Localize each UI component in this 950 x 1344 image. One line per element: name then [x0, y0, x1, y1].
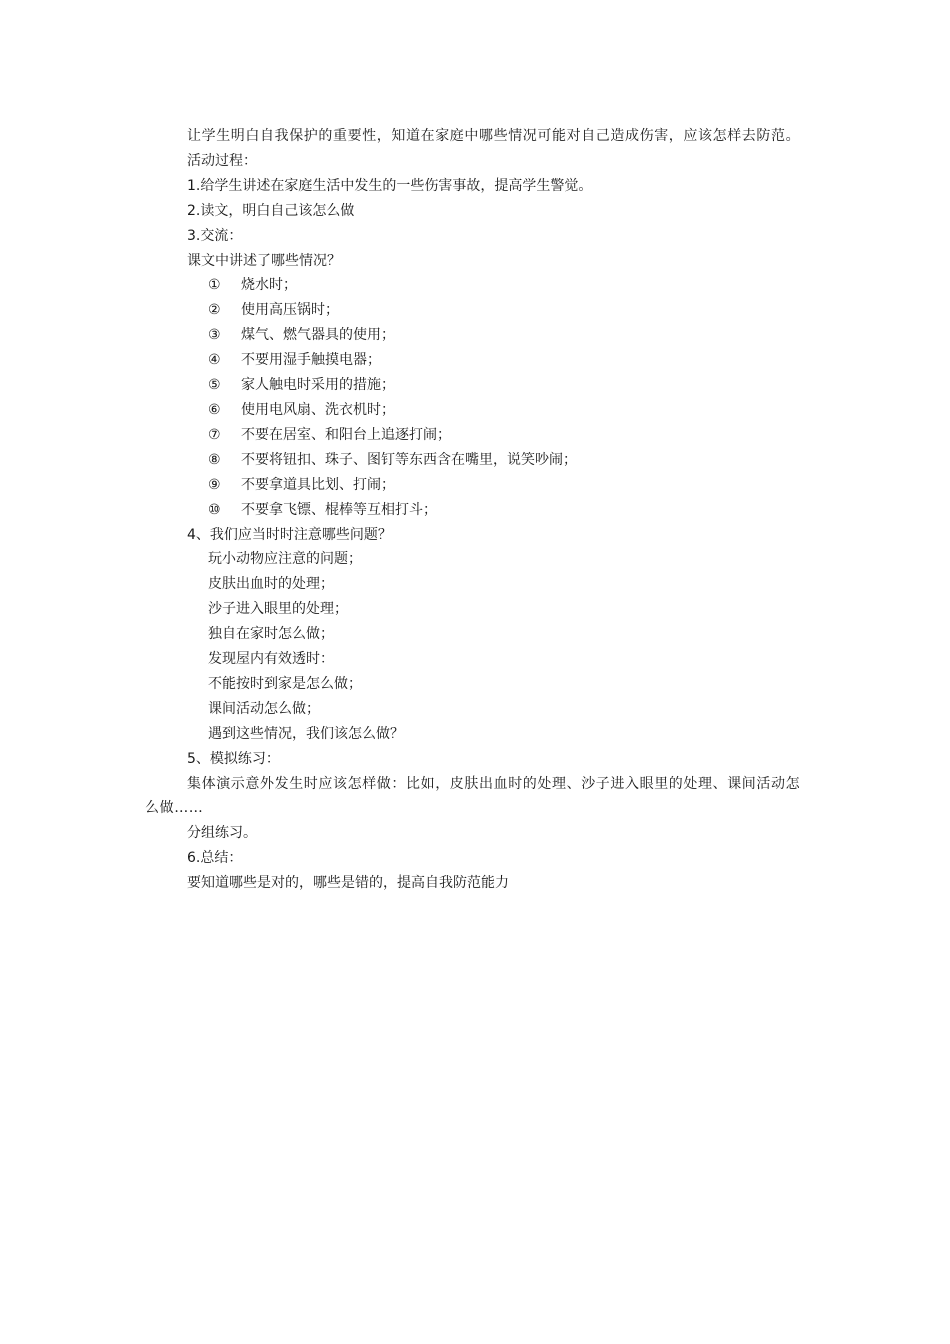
process-heading: 活动过程：	[187, 152, 257, 169]
step-5-number: 5	[187, 750, 196, 767]
list-item-text: 煤气、燃气器具的使用；	[241, 327, 395, 344]
list-item	[145, 298, 813, 323]
step-2-text: 读文，明白自己该怎么做	[200, 202, 355, 219]
list-item	[145, 323, 813, 348]
list-item-text: 使用电风扇、洗衣机时；	[241, 401, 395, 418]
list-item-text: 不要拿道具比划、打闹；	[241, 476, 395, 493]
list-item	[145, 473, 813, 498]
list-item-text: 不要将钮扣、珠子、图钉等东西含在嘴里，说笑吵闹；	[241, 451, 577, 468]
list-item-number: ⑩	[208, 501, 221, 518]
issue-item: 玩小动物应注意的问题；	[208, 551, 362, 568]
conclusion: 要知道哪些是对的，哪些是错的，提高自我防范能力	[187, 875, 509, 892]
step-5-text: 、模拟练习：	[195, 750, 280, 767]
step-3	[145, 224, 813, 249]
list-item	[145, 273, 813, 298]
intro-paragraph: 让学生明白自我保护的重要性，知道在家庭中哪些情况可能对自己造成伤害，应该怎样去防范。	[187, 128, 801, 144]
list-item-text: 不要拿飞镖、棍棒等互相打斗；	[241, 501, 437, 518]
issue-item: 课间活动怎么做；	[208, 700, 320, 717]
step-3-number: 3.	[187, 227, 201, 244]
step-6-number: 6.	[187, 850, 201, 867]
list-item-text: 家人触电时采用的措施；	[241, 377, 395, 394]
list-item-text: 不要在居室、和阳台上追逐打闹；	[241, 426, 451, 443]
list-item-number: ④	[208, 352, 221, 369]
list-item	[145, 398, 813, 423]
list-item	[145, 423, 813, 448]
step-1	[145, 174, 813, 199]
list-item	[145, 373, 813, 398]
document-body	[145, 124, 813, 896]
issue-item: 不能按时到家是怎么做；	[208, 675, 362, 692]
list-item-number: ⑥	[208, 401, 221, 418]
issue-item: 沙子进入眼里的处理；	[208, 601, 348, 618]
step-4-text: 、我们应当时时注意哪些问题？	[195, 526, 392, 543]
issue-item: 发现屋内有效透时：	[208, 651, 334, 668]
list-item-text: 烧水时；	[241, 277, 297, 294]
list-item-number: ⑦	[208, 426, 221, 443]
issue-item: 独自在家时怎么做；	[208, 626, 334, 643]
group-practice: 分组练习。	[187, 825, 257, 842]
step-5	[145, 747, 813, 772]
step-6	[145, 846, 813, 871]
list-item-text: 不要用湿手触摸电器；	[241, 352, 381, 369]
practice-paragraph: 集体演示意外发生时应该怎样做：比如，皮肤出血时的处理、沙子进入眼里的处理、课间活动怎么做……	[145, 775, 801, 817]
step-1-text: 给学生讲述在家庭生活中发生的一些伤害事故，提高学生警觉。	[200, 177, 593, 194]
list-item-number: ⑨	[208, 476, 221, 493]
list-item-text: 使用高压锅时；	[241, 302, 339, 319]
step-3-text: 交流：	[200, 227, 243, 244]
list-item	[145, 348, 813, 373]
list-item-number: ③	[208, 327, 221, 344]
step-1-number: 1.	[187, 177, 201, 194]
step-4	[145, 523, 813, 548]
issue-item: 遇到这些情况，我们该怎么做？	[208, 725, 404, 742]
list-item	[145, 448, 813, 473]
list-item-number: ①	[208, 277, 221, 294]
step-4-number: 4	[187, 526, 196, 543]
question-1: 课文中讲述了哪些情况？	[187, 252, 341, 269]
list-item-number: ⑤	[208, 377, 221, 394]
step-2-number: 2.	[187, 202, 201, 219]
list-item-number: ⑧	[208, 451, 221, 468]
step-2	[145, 199, 813, 224]
step-6-text: 总结：	[200, 850, 243, 867]
issues-list	[145, 547, 813, 746]
issue-item: 皮肤出血时的处理；	[208, 576, 334, 593]
situations-list	[145, 273, 813, 522]
list-item-number: ②	[208, 302, 221, 319]
list-item	[145, 498, 813, 523]
